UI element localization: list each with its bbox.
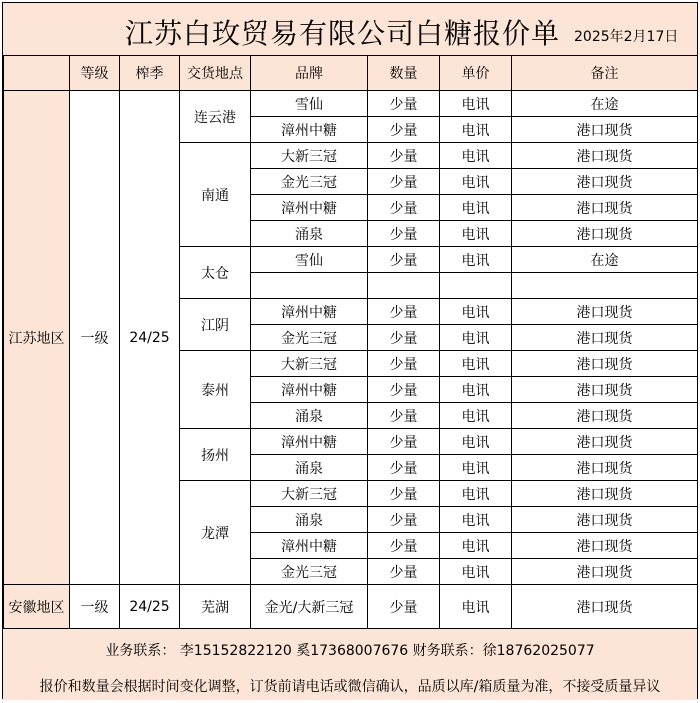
note-cell: 港口现货 — [512, 143, 698, 169]
brand-cell: 大新三冠 — [251, 351, 368, 377]
price-cell: 电讯 — [440, 299, 512, 325]
note-cell — [512, 273, 698, 299]
quantity-cell — [368, 273, 440, 299]
location-cell: 南通 — [180, 143, 251, 247]
price-cell: 电讯 — [440, 195, 512, 221]
brand-cell: 大新三冠 — [251, 481, 368, 507]
sheet-title: 江苏白玫贸易有限公司白糖报价单 — [125, 17, 561, 50]
note-cell: 港口现货 — [512, 585, 698, 629]
note-cell: 港口现货 — [512, 533, 698, 559]
quantity-cell: 少量 — [368, 377, 440, 403]
note-cell: 港口现货 — [512, 221, 698, 247]
quantity-cell: 少量 — [368, 481, 440, 507]
header-cell-location: 交货地点 — [180, 56, 251, 91]
season-cell: 24/25 — [120, 585, 180, 629]
grade-cell: 一级 — [70, 91, 120, 585]
note-cell: 在途 — [512, 91, 698, 117]
brand-cell: 金光三冠 — [251, 559, 368, 585]
brand-cell: 漳州中糖 — [251, 299, 368, 325]
quantity-cell: 少量 — [368, 325, 440, 351]
contact-line: 业务联系： 李15152822120 奚17368007676 财务联系：徐18762025077 — [105, 643, 595, 659]
price-cell: 电讯 — [440, 403, 512, 429]
table-row — [4, 585, 698, 629]
title-bar — [3, 3, 697, 55]
quantity-cell: 少量 — [368, 351, 440, 377]
price-cell: 电讯 — [440, 559, 512, 585]
footer — [3, 631, 697, 700]
price-cell: 电讯 — [440, 377, 512, 403]
brand-cell: 大新三冠 — [251, 143, 368, 169]
price-table — [3, 55, 698, 629]
price-cell: 电讯 — [440, 507, 512, 533]
header-cell-season: 榨季 — [120, 56, 180, 91]
region-cell: 江苏地区 — [4, 91, 70, 585]
note-cell: 港口现货 — [512, 351, 698, 377]
price-cell — [440, 273, 512, 299]
location-cell: 泰州 — [180, 351, 251, 429]
header-row — [4, 56, 698, 91]
price-cell: 电讯 — [440, 143, 512, 169]
header-cell-brand: 品牌 — [251, 56, 368, 91]
quantity-cell: 少量 — [368, 455, 440, 481]
note-cell: 港口现货 — [512, 559, 698, 585]
header-cell-region — [4, 56, 70, 91]
note-cell: 港口现货 — [512, 169, 698, 195]
brand-cell — [251, 273, 368, 299]
quantity-cell: 少量 — [368, 585, 440, 629]
location-cell: 芜湖 — [180, 585, 251, 629]
quantity-cell: 少量 — [368, 221, 440, 247]
header-cell-grade: 等级 — [70, 56, 120, 91]
note-cell: 港口现货 — [512, 299, 698, 325]
header-cell-quantity: 数量 — [368, 56, 440, 91]
note-cell: 港口现货 — [512, 481, 698, 507]
note-cell: 港口现货 — [512, 507, 698, 533]
note-cell: 在途 — [512, 247, 698, 273]
brand-cell: 漳州中糖 — [251, 429, 368, 455]
brand-cell: 金光三冠 — [251, 325, 368, 351]
brand-cell: 涌泉 — [251, 455, 368, 481]
header-cell-note: 备注 — [512, 56, 698, 91]
price-cell: 电讯 — [440, 91, 512, 117]
location-cell: 江阴 — [180, 299, 251, 351]
season-cell: 24/25 — [120, 91, 180, 585]
brand-cell: 金光三冠 — [251, 169, 368, 195]
price-cell: 电讯 — [440, 351, 512, 377]
price-cell: 电讯 — [440, 533, 512, 559]
note-cell: 港口现货 — [512, 429, 698, 455]
quantity-cell: 少量 — [368, 91, 440, 117]
location-cell: 太仓 — [180, 247, 251, 299]
quantity-cell: 少量 — [368, 247, 440, 273]
sheet-date: 2025年2月17日 — [574, 29, 679, 45]
quote-sheet — [2, 2, 698, 699]
note-cell: 港口现货 — [512, 195, 698, 221]
quantity-cell: 少量 — [368, 195, 440, 221]
notice-line: 报价和数量会根据时间变化调整，订货前请电话或微信确认，品质以库/箱质量为准，不接受质量异议 — [39, 679, 661, 695]
quantity-cell: 少量 — [368, 533, 440, 559]
price-cell: 电讯 — [440, 481, 512, 507]
note-cell: 港口现货 — [512, 403, 698, 429]
price-cell: 电讯 — [440, 169, 512, 195]
brand-cell: 雪仙 — [251, 91, 368, 117]
quantity-cell: 少量 — [368, 403, 440, 429]
note-cell: 港口现货 — [512, 377, 698, 403]
price-cell: 电讯 — [440, 117, 512, 143]
location-cell: 龙潭 — [180, 481, 251, 585]
quantity-cell: 少量 — [368, 299, 440, 325]
quantity-cell: 少量 — [368, 559, 440, 585]
location-cell: 连云港 — [180, 91, 251, 143]
region-cell: 安徽地区 — [4, 585, 70, 629]
quantity-cell: 少量 — [368, 169, 440, 195]
brand-cell: 金光/大新三冠 — [251, 585, 368, 629]
price-cell: 电讯 — [440, 247, 512, 273]
note-cell: 港口现货 — [512, 117, 698, 143]
quantity-cell: 少量 — [368, 507, 440, 533]
price-cell: 电讯 — [440, 221, 512, 247]
brand-cell: 雪仙 — [251, 247, 368, 273]
brand-cell: 涌泉 — [251, 221, 368, 247]
grade-cell: 一级 — [70, 585, 120, 629]
quantity-cell: 少量 — [368, 429, 440, 455]
note-cell: 港口现货 — [512, 455, 698, 481]
quantity-cell: 少量 — [368, 143, 440, 169]
brand-cell: 漳州中糖 — [251, 117, 368, 143]
brand-cell: 漳州中糖 — [251, 195, 368, 221]
brand-cell: 漳州中糖 — [251, 377, 368, 403]
brand-cell: 涌泉 — [251, 507, 368, 533]
price-cell: 电讯 — [440, 455, 512, 481]
table-row — [4, 91, 698, 117]
brand-cell: 漳州中糖 — [251, 533, 368, 559]
location-cell: 扬州 — [180, 429, 251, 481]
price-cell: 电讯 — [440, 325, 512, 351]
price-cell: 电讯 — [440, 429, 512, 455]
note-cell: 港口现货 — [512, 325, 698, 351]
price-cell: 电讯 — [440, 585, 512, 629]
quantity-cell: 少量 — [368, 117, 440, 143]
brand-cell: 涌泉 — [251, 403, 368, 429]
header-cell-price: 单价 — [440, 56, 512, 91]
